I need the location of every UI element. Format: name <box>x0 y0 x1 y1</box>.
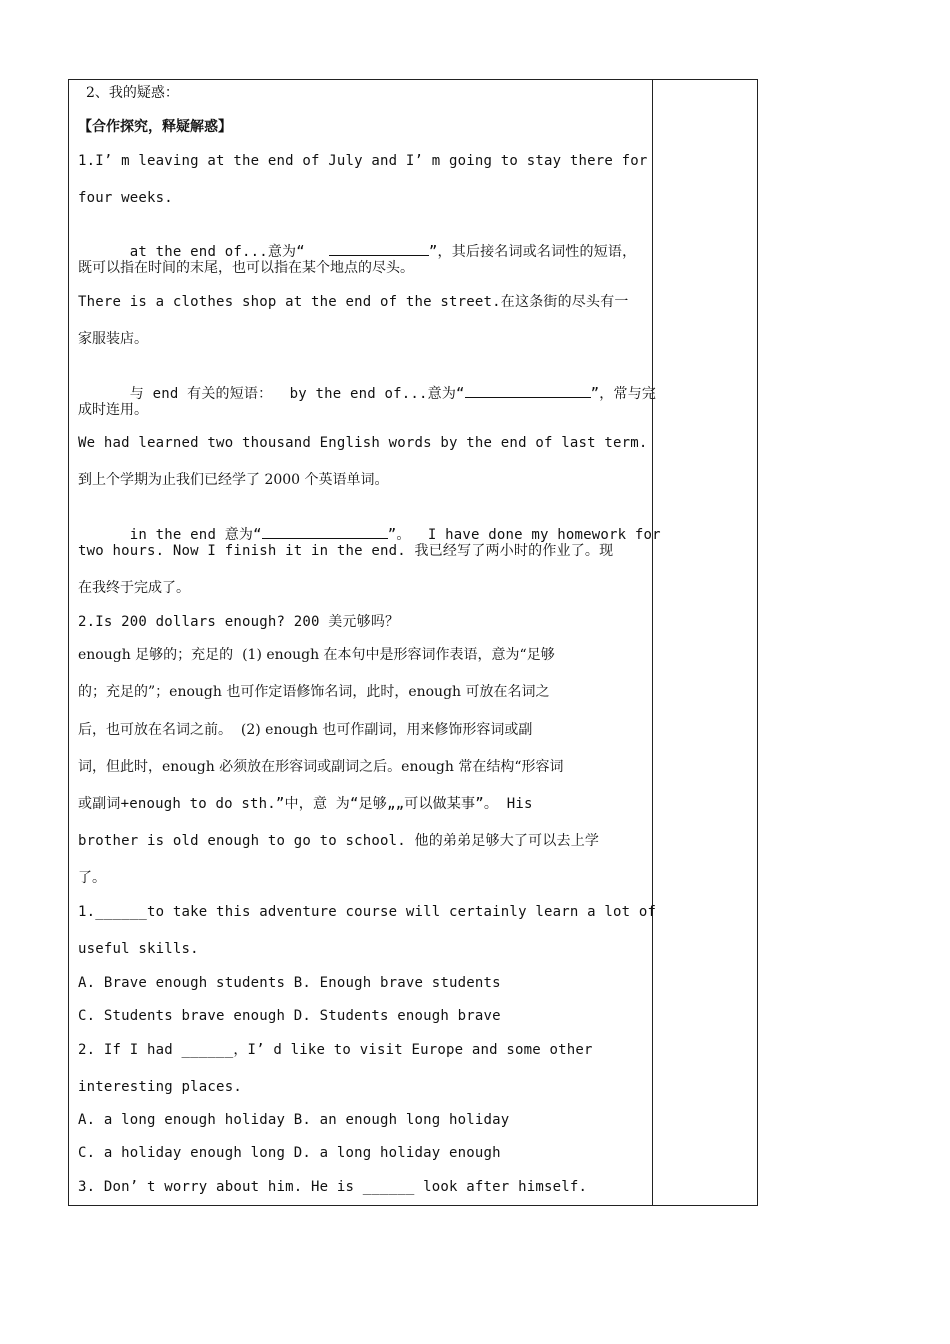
at-the-end-of-explanation <box>78 221 637 260</box>
example-sentence-1: 1.I’ m leaving at the end of July and I’ m going to stay there for <box>78 153 648 169</box>
doubts-heading: 2、我的疑惑： <box>86 85 179 101</box>
enough-explanation-3: 后，也可放在名词之前。 (2) enough 也可作副词，用来修饰形容词或副 <box>78 722 533 738</box>
exercise-2-options-ab: A. a long enough holiday B. an enough long holiday <box>78 1112 510 1128</box>
at-the-end-of-explanation-cont: 既可以指在时间的末尾，也可以指在某个地点的尽头。 <box>78 260 414 276</box>
worksheet-table <box>68 79 758 1206</box>
cooperation-heading: 【合作探究，释疑解惑】 <box>78 119 232 135</box>
exercise-1-options-ab: A. Brave enough students B. Enough brave students <box>78 975 501 991</box>
in-the-end-text-tail: ”。 I have done my homework for <box>387 527 661 543</box>
clothes-shop-example: There is a clothes shop at the end of the street.在这条街的尽头有一 <box>78 294 629 310</box>
brother-example-cont: 了。 <box>78 870 106 886</box>
exercise-2-question: 2. If I had ______，I’ d like to visit Europe and some other <box>78 1042 593 1058</box>
fill-blank-2[interactable] <box>465 383 591 398</box>
clothes-shop-example-cont: 家服装店。 <box>78 331 148 347</box>
exercise-1-options-cd: C. Students brave enough D. Students enough brave <box>78 1008 501 1024</box>
column-divider <box>652 80 653 1205</box>
homework-example-cont: 在我终于完成了。 <box>78 580 190 596</box>
fill-blank-1[interactable] <box>329 241 429 256</box>
enough-question: 2.Is 200 dollars enough? 200 美元够吗？ <box>78 614 400 630</box>
exercise-1-question-cont: useful skills. <box>78 941 199 957</box>
by-the-end-of-text: 与 end 有关的短语： by the end of...意为“ <box>129 386 465 402</box>
in-the-end-text: in the end 意为“ <box>129 527 262 543</box>
by-the-end-of-explanation <box>78 363 657 402</box>
exercise-3-question: 3. Don’ t worry about him. He is ______ look after himself. <box>78 1179 588 1195</box>
exercise-2-question-cont: interesting places. <box>78 1079 242 1095</box>
at-the-end-of-text: at the end of...意为“ <box>129 244 305 260</box>
notes-cell <box>654 80 757 1205</box>
enough-explanation-2: 的；充足的”；enough 也可作定语修饰名词，此时，enough 可放在名词之 <box>78 684 550 700</box>
by-the-end-of-explanation-cont: 成时连用。 <box>78 402 148 418</box>
learned-words-translation: 到上个学期为止我们已经学了 2000 个英语单词。 <box>78 472 389 488</box>
exercise-2-options-cd: C. a holiday enough long D. a long holiday enough <box>78 1145 501 1161</box>
example-sentence-1-cont: four weeks. <box>78 190 173 206</box>
learned-words-example: We had learned two thousand English words by the end of last term. <box>78 435 648 451</box>
enough-explanation-1: enough 足够的；充足的 (1) enough 在本句中是形容词作表语，意为“足够 <box>78 647 555 663</box>
enough-explanation-5: 或副词+enough to do sth.”中，意 为“足够„„可以做某事”。 His <box>78 796 533 812</box>
enough-explanation-4: 词，但此时，enough 必须放在形容词或副词之后。enough 常在结构“形容词 <box>78 759 564 775</box>
by-the-end-of-text-tail: ”，常与完 <box>590 386 657 402</box>
brother-example: brother is old enough to go to school. 他的弟弟足够大了可以去上学 <box>78 833 600 849</box>
at-the-end-of-text-tail: ”，其后接名词或名词性的短语， <box>428 244 637 260</box>
homework-example: two hours. Now I finish it in the end. 我已经写了两小时的作业了。现 <box>78 543 614 559</box>
exercise-1-question: 1.______to take this adventure course will certainly learn a lot of <box>78 904 657 920</box>
in-the-end-explanation <box>78 504 661 543</box>
fill-blank-3[interactable] <box>262 524 388 539</box>
